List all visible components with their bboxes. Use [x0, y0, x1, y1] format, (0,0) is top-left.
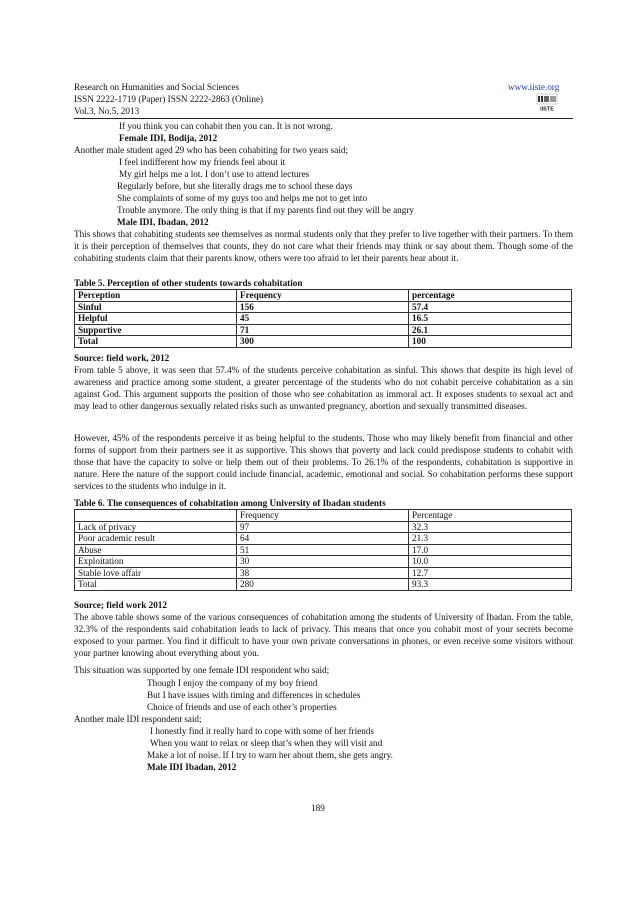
quote2-attribution: Male IDI, Ibadan, 2012 — [117, 217, 209, 227]
table-cell: 38 — [237, 567, 409, 579]
table-row — [75, 313, 572, 325]
page-number: 189 — [311, 803, 325, 813]
table-row — [75, 556, 572, 568]
journal-title: Research on Humanities and Social Sciences — [74, 82, 240, 92]
table-cell: 97 — [237, 521, 409, 533]
table-cell: Total — [75, 336, 237, 348]
table-cell: 64 — [237, 533, 409, 545]
table-row — [75, 324, 572, 336]
table-header-row — [75, 290, 572, 302]
table-row — [75, 533, 572, 545]
table-row — [75, 521, 572, 533]
quote2-line: Trouble anymore. The only thing is that if my parents find out they will be angry — [117, 205, 415, 215]
intro-male-respondent: Another male IDI respondent said; — [74, 714, 202, 724]
quote4-attribution: Male IDI Ibadan, 2012 — [147, 762, 237, 772]
table-row — [75, 544, 572, 556]
table-cell: Total — [75, 579, 237, 591]
quote1-line: If you think you can cohabit then you can. It is not wrong. — [119, 121, 333, 131]
quote2-line: I feel indifferent how my friends feel about it — [119, 157, 286, 167]
table-cell: 45 — [237, 313, 409, 325]
quote4-line: I honestly find it really hard to cope with some of her friends — [150, 726, 375, 736]
table-row — [75, 567, 572, 579]
table-row — [75, 336, 572, 348]
table-header-row — [75, 510, 572, 522]
paragraph-consequences: The above table shows some of the various consequences of cohabitation among the students of University of Ibadan. From the table, 32.3% of the respondents said cohabitation leads to lack of privacy. This means that once you cohabit most of your secrets become exposed to your partner. You find it difficult to have your own private conversations in phones, or even receive some visitors without your partner knowing about everything about you. — [74, 612, 573, 659]
quote4-line: Make a lot of noise. If I try to warn her about them, she gets angry. — [147, 750, 393, 760]
table-cell: 17.0 — [409, 544, 572, 556]
table-cell: Helpful — [75, 313, 237, 325]
table-header-cell: Perception — [75, 290, 237, 302]
table6 — [74, 509, 572, 591]
table-cell: 280 — [237, 579, 409, 591]
quote3-line: Though I enjoy the company of my boy friend — [147, 678, 318, 688]
table-cell: 10.0 — [409, 556, 572, 568]
table-cell: Exploitation — [75, 556, 237, 568]
table-header-cell: Frequency — [237, 510, 409, 522]
journal-url-link[interactable]: www.iiste.org — [508, 82, 560, 92]
table-header-cell: Percentage — [409, 510, 572, 522]
table-cell: Sinful — [75, 301, 237, 313]
iiste-logo — [536, 92, 558, 112]
table-cell: 300 — [237, 336, 409, 348]
quote2-line: She complaints of some of my guys too and helps me not to get into — [117, 193, 368, 203]
table-cell: 100 — [409, 336, 572, 348]
logo-text: IISTE — [540, 106, 554, 112]
table-cell: 51 — [237, 544, 409, 556]
table-cell: 32.3 — [409, 521, 572, 533]
quote2-line: Regularly before, but she literally drags me to school these days — [117, 181, 353, 191]
table-row — [75, 301, 572, 313]
table-cell: Supportive — [75, 324, 237, 336]
table-row — [75, 579, 572, 591]
table-cell: 156 — [237, 301, 409, 313]
table-header-cell: percentage — [409, 290, 572, 302]
table-cell: 12.7 — [409, 567, 572, 579]
table-cell: 30 — [237, 556, 409, 568]
quote4-line: When you want to relax or sleep that’s when they will visit and — [150, 738, 383, 748]
volume-line: Vol.3, No.5, 2013 — [74, 106, 140, 116]
quote2-line: My girl helps me a lot. I don’t use to attend lectures — [119, 169, 310, 179]
intro-female-respondent: This situation was supported by one female IDI respondent who said; — [74, 665, 330, 675]
quote3-line: Choice of friends and use of each other’s properties — [147, 702, 337, 712]
table-cell: 26.1 — [409, 324, 572, 336]
table5-title: Table 5. Perception of other students towards cohabitation — [74, 278, 303, 288]
table-cell: Lack of privacy — [75, 521, 237, 533]
intro-male-student: Another male student aged 29 who has been cohabiting for two years said; — [74, 145, 349, 155]
quote1-attribution: Female IDI, Bodija, 2012 — [119, 133, 218, 143]
paragraph-sinful-analysis: From table 5 above, it was seen that 57.4% of the students perceive cohabitation as sinful. This shows that despite its high level of awareness and practice among some student, a greater percentage of the students who do not cohabit perceive cohabitation as a sin against God. This argument supports the position of those who see cohabitation as immoral act. It exposes students to sexual act and may lead to other dangerous sexually related risks such as unwanted pregnancy, abortion and sexually transmitted diseases. — [74, 365, 573, 412]
table5 — [74, 289, 572, 348]
table-header-cell — [75, 510, 237, 522]
table-cell: Abuse — [75, 544, 237, 556]
paragraph-helpful-analysis: However, 45% of the respondents perceive it as being helpful to the students. Those who may likely benefit from financial and other forms of support from their partners see it as supportive. This shows that poverty and lack could predispose students to cohabit with those that have the capacity to solve or help them out of their problems. To 26.1% of the respondents, cohabitation is supportive in nature. Here the nature of the support could include financial, academic, emotional and social. So cohabitation performs these support services to the students who indulge in it. — [74, 433, 573, 492]
table-cell: 93.3 — [409, 579, 572, 591]
table6-title: Table 6. The consequences of cohabitation among University of Ibadan students — [74, 498, 386, 508]
quote3-line: But I have issues with timing and differences in schedules — [147, 690, 361, 700]
table6-source: Source; field work 2012 — [74, 600, 167, 610]
table5-source: Source: field work, 2012 — [74, 353, 170, 363]
table-cell: Stable love affair — [75, 567, 237, 579]
table-header-cell: Frequency — [237, 290, 409, 302]
table-cell: Poor academic result — [75, 533, 237, 545]
table-cell: 21.3 — [409, 533, 572, 545]
table-cell: 71 — [237, 324, 409, 336]
issn-line: ISSN 2222-1719 (Paper) ISSN 2222-2863 (Online) — [74, 94, 264, 104]
table-cell: 16.5 — [409, 313, 572, 325]
paragraph-perception: This shows that cohabiting students see themselves as normal students only that they prefer to live together with their partners. To them it is their perception of themselves that counts, they do not care what their friends may think or say about them. Though some of the cohabiting students claim that their parents know, others were too afraid to let their parents hear about it. — [74, 229, 573, 264]
header-rule — [74, 118, 573, 119]
table-cell: 57.4 — [409, 301, 572, 313]
